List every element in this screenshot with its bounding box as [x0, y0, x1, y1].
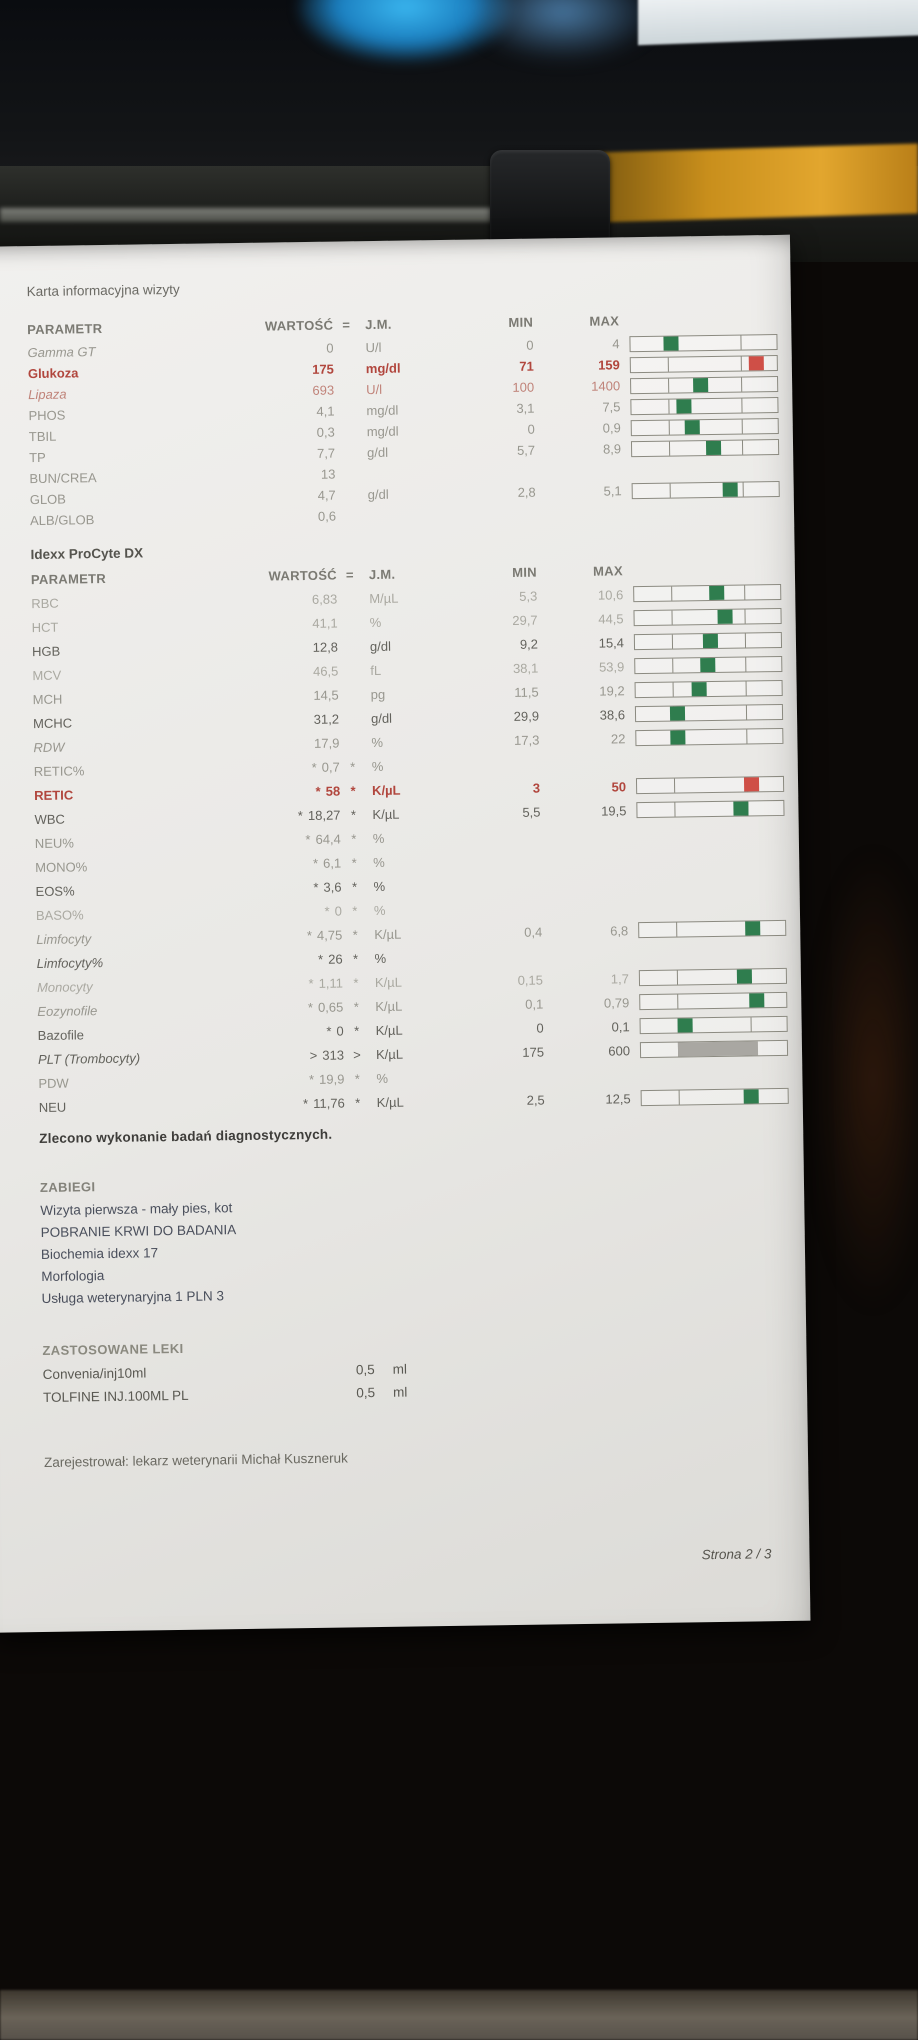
param-name: Eozynofile: [37, 1002, 98, 1019]
param-value: * 19,9: [308, 1071, 345, 1087]
range-bar: [639, 968, 787, 986]
range-bar: [634, 632, 782, 650]
range-bar: [630, 355, 778, 373]
unit-label: mg/dl: [366, 423, 399, 439]
flag-marker: *: [355, 1094, 361, 1110]
max-value: 12,5: [605, 1090, 631, 1107]
range-bar: [631, 461, 779, 477]
param-value: > 313: [309, 1047, 345, 1063]
param-name: MONO%: [35, 858, 88, 875]
max-value: 1,7: [610, 970, 630, 987]
flag-marker: *: [353, 998, 359, 1014]
zabiegi-item: Wizyta pierwsza - mały pies, kot: [40, 1200, 233, 1219]
param-name: TP: [29, 449, 46, 465]
min-value: 0: [527, 421, 535, 437]
range-bar: [633, 608, 781, 626]
param-value: 14,5: [313, 687, 339, 703]
header-min: MIN: [512, 564, 537, 580]
param-name: NEU: [38, 1099, 67, 1115]
zabiegi-item: Biochemia idexx 17: [40, 1245, 159, 1263]
param-name: Monocyty: [36, 978, 93, 995]
leki-list: [43, 1356, 784, 1413]
param-name: HGB: [31, 643, 61, 659]
param-name: Bazofile: [37, 1026, 85, 1043]
unit-label: K/µL: [372, 806, 400, 822]
param-value: 4,7: [317, 487, 336, 503]
param-value: * 3,6: [313, 879, 342, 895]
max-value: 600: [608, 1042, 631, 1059]
range-bar: [640, 1065, 788, 1081]
report-page: [0, 235, 810, 1633]
param-name: HCT: [31, 619, 59, 635]
min-value: 3: [532, 780, 541, 796]
unit-label: %: [376, 1070, 389, 1086]
leki-unit: ml: [392, 1384, 408, 1400]
unit-label: K/µL: [375, 1046, 404, 1062]
param-name: Limfocyty%: [36, 954, 104, 971]
range-bar: [632, 481, 780, 499]
max-value: [544, 763, 626, 764]
analyzer-section-title: Idexx ProCyte DX: [30, 545, 144, 563]
zabiegi-item: Usługa weterynaryjna 1 PLN 3: [41, 1288, 225, 1307]
report-content: [27, 273, 786, 1573]
range-bar: [638, 920, 786, 938]
range-bar: [633, 584, 781, 602]
min-value: 5,7: [516, 442, 536, 458]
min-value: 5,5: [522, 804, 541, 820]
min-value: [446, 908, 542, 909]
range-bar: [639, 992, 787, 1010]
min-value: 5,3: [519, 588, 538, 604]
zabiegi-list: [40, 1192, 782, 1313]
param-value: * 4,75: [306, 927, 343, 943]
unit-label: K/µL: [374, 974, 403, 990]
unit-label: pg: [370, 686, 386, 702]
unit-label: %: [372, 830, 385, 846]
unit-label: K/µL: [371, 782, 401, 798]
param-value: * 64,4: [305, 831, 341, 847]
param-name: PHOS: [28, 407, 66, 423]
header-parametr: PARAMETR: [30, 570, 107, 587]
param-name: MCV: [32, 667, 62, 683]
max-value: [546, 907, 628, 908]
header-jm: J.M.: [368, 566, 396, 582]
max-value: [540, 512, 622, 513]
max-value: 159: [598, 357, 620, 373]
min-value: 29,7: [512, 612, 538, 628]
param-value: 13: [320, 466, 336, 482]
param-name: EOS%: [35, 883, 75, 899]
laptop-screen: [0, 0, 918, 172]
range-bar: [630, 397, 778, 415]
unit-label: g/dl: [370, 710, 393, 726]
param-value: * 0,65: [307, 999, 344, 1015]
max-value: 0,9: [602, 420, 621, 436]
max-value: 19,5: [601, 802, 627, 819]
min-value: 38,1: [512, 660, 539, 676]
range-bar: [640, 1040, 788, 1058]
param-value: 12,8: [312, 639, 339, 655]
unit-label: g/dl: [367, 486, 389, 502]
min-value: [445, 836, 541, 837]
param-value: 7,7: [316, 445, 336, 461]
desk-edge: [0, 1990, 918, 2040]
param-name: NEU%: [34, 835, 74, 851]
param-name: TBIL: [28, 428, 57, 444]
unit-label: K/µL: [375, 998, 403, 1014]
range-bar: [636, 753, 784, 769]
min-value: [439, 471, 535, 472]
param-name: BASO%: [35, 906, 84, 923]
param-value: 46,5: [312, 663, 339, 679]
param-name: RETIC: [34, 787, 74, 803]
max-value: [547, 955, 629, 956]
param-value: 41,1: [312, 615, 338, 631]
min-value: [444, 764, 540, 765]
range-bar: [635, 680, 783, 698]
min-value: 0,15: [517, 972, 544, 988]
param-name: Lipaza: [28, 386, 67, 402]
unit-label: %: [371, 758, 384, 774]
min-value: [445, 860, 541, 861]
max-value: 19,2: [599, 682, 625, 699]
flag-marker: *: [352, 926, 358, 942]
unit-label: K/µL: [374, 926, 402, 942]
page-title: Karta informacyjna wizyty: [26, 281, 180, 300]
param-value: * 0,7: [311, 759, 340, 775]
min-value: 0,4: [524, 924, 543, 940]
header-parametr: PARAMETR: [27, 321, 103, 338]
min-value: 0: [526, 337, 534, 353]
header-bar-spacer: [627, 568, 781, 570]
header-wartosc: WARTOŚĆ: [268, 567, 338, 584]
range-bar: [638, 945, 786, 961]
param-value: * 58: [315, 783, 341, 799]
header-flag: =: [342, 317, 351, 333]
max-value: 4: [612, 336, 620, 352]
param-name: MCHC: [32, 715, 73, 731]
unit-label: %: [374, 950, 387, 966]
max-value: 15,4: [598, 634, 625, 651]
range-bar: [635, 704, 783, 722]
unit-label: %: [373, 854, 385, 870]
min-value: 0,1: [525, 996, 544, 1012]
header-wartosc: WARTOŚĆ: [264, 317, 334, 334]
flag-marker: *: [354, 1070, 361, 1086]
desk-warm-reflection: [818, 850, 918, 1310]
max-value: [539, 470, 621, 471]
leki-unit: ml: [392, 1361, 408, 1377]
unit-label: mg/dl: [366, 402, 399, 418]
unit-label: mg/dl: [365, 360, 401, 376]
min-value: 100: [512, 379, 535, 395]
min-value: 17,3: [513, 732, 540, 748]
max-value: 53,9: [598, 658, 625, 675]
flag-marker: *: [350, 806, 357, 822]
param-name: WBC: [34, 811, 65, 827]
range-bar: [634, 656, 782, 674]
flag-marker: *: [354, 1022, 360, 1038]
param-value: 31,2: [313, 711, 340, 727]
range-bar: [637, 825, 785, 841]
param-name: ALB/GLOB: [29, 512, 95, 528]
unit-label: %: [371, 734, 384, 750]
param-value: * 18,27: [297, 807, 341, 823]
unit-label: %: [373, 878, 386, 894]
flag-marker: *: [351, 830, 357, 846]
range-bar: [631, 418, 779, 436]
min-value: 2,8: [517, 484, 536, 500]
unit-label: U/l: [365, 339, 382, 355]
param-name: MCH: [32, 691, 63, 707]
header-bar-spacer: [623, 319, 777, 321]
param-value: 0,3: [316, 424, 335, 440]
range-bar: [630, 376, 778, 394]
param-value: * 6,1: [312, 855, 342, 871]
min-value: 0: [536, 1020, 544, 1036]
unit-label: K/µL: [376, 1094, 404, 1110]
max-value: 44,5: [598, 610, 624, 627]
param-name: GLOB: [29, 491, 66, 507]
range-bar: [637, 873, 785, 889]
max-value: 5,1: [603, 483, 622, 499]
unit-label: M/µL: [369, 590, 399, 606]
flag-marker: *: [351, 878, 358, 894]
unit-label: g/dl: [366, 444, 389, 460]
screen-blue-glow: [465, 0, 660, 62]
range-bar: [637, 849, 785, 865]
page-number: Strona 2 / 3: [701, 1546, 772, 1563]
max-value: 6,8: [610, 922, 629, 939]
leki-name: TOLFINE INJ.100ML PL: [42, 1387, 189, 1405]
header-jm: J.M.: [365, 317, 392, 333]
min-value: [448, 1076, 544, 1077]
zabiegi-item: POBRANIE KRWI DO BADANIA: [40, 1222, 237, 1241]
range-bar: [640, 1016, 788, 1034]
max-value: [545, 859, 627, 860]
min-value: 3,1: [516, 400, 535, 416]
unit-label: %: [373, 902, 386, 918]
max-value: 0,79: [603, 994, 630, 1011]
param-value: 0,6: [317, 508, 337, 524]
param-name: RBC: [31, 595, 59, 611]
param-name: Glukoza: [27, 365, 79, 381]
range-bar: [629, 334, 777, 352]
param-value: * 26: [317, 951, 343, 967]
min-value: 11,5: [514, 684, 539, 700]
flag-marker: *: [351, 854, 357, 870]
range-bar: [635, 728, 783, 746]
max-value: [545, 835, 627, 836]
param-name: PLT (Trombocyty): [37, 1050, 141, 1067]
max-value: [546, 883, 628, 884]
param-value: 693: [312, 382, 335, 398]
param-name: RETIC%: [33, 762, 85, 779]
chemistry-table: [27, 331, 770, 531]
registered-by: Zarejestrował: lekarz weterynarii Michał Kuszneruk: [43, 1450, 348, 1470]
bezel-edge-highlight: [0, 208, 545, 222]
param-name: RDW: [33, 739, 65, 755]
leki-dose: 0,5: [355, 1361, 375, 1378]
flag-marker: *: [350, 782, 356, 798]
range-bar: [632, 503, 780, 519]
max-value: 50: [611, 778, 627, 795]
max-value: 22: [610, 730, 626, 747]
max-value: [548, 1075, 630, 1076]
param-value: 6,83: [311, 591, 338, 607]
min-value: 71: [519, 358, 534, 374]
max-value: 0,1: [611, 1018, 630, 1035]
max-value: 10,6: [597, 586, 624, 603]
amber-desk-band: [596, 144, 918, 223]
leki-dose: 0,5: [356, 1384, 376, 1401]
range-bar: [636, 800, 784, 818]
param-name: Limfocyty: [36, 930, 92, 947]
zabiegi-item: Morfologia: [41, 1268, 105, 1285]
unit-label: [362, 515, 436, 516]
unit-label: [361, 473, 435, 474]
leki-title: ZASTOSOWANE LEKI: [42, 1341, 184, 1359]
param-value: * 11,76: [302, 1095, 345, 1111]
header-max: MAX: [589, 313, 620, 330]
unit-label: %: [369, 614, 382, 630]
min-value: 175: [522, 1044, 545, 1060]
min-value: 29,9: [513, 708, 540, 724]
param-name: PDW: [38, 1075, 69, 1091]
unit-label: K/µL: [375, 1022, 403, 1038]
param-value: 4,1: [316, 403, 335, 419]
param-value: 175: [312, 361, 334, 377]
flag-marker: *: [350, 758, 356, 774]
flag-marker: *: [352, 950, 359, 966]
range-bar: [631, 439, 779, 457]
max-value: 1400: [591, 378, 621, 394]
header-flag: =: [345, 566, 354, 582]
param-name: BUN/CREA: [29, 469, 97, 486]
header-max: MAX: [592, 562, 623, 579]
max-value: 8,9: [602, 441, 622, 457]
zabiegi-title: ZABIEGI: [39, 1178, 96, 1195]
min-value: [440, 513, 536, 514]
range-bar: [641, 1088, 789, 1106]
param-value: * 0: [326, 1023, 344, 1039]
param-value: 0: [326, 340, 334, 356]
unit-label: fL: [370, 662, 382, 678]
header-min: MIN: [508, 314, 534, 331]
min-value: [446, 884, 542, 885]
order-note: Zlecono wykonanie badań diagnostycznych.: [39, 1127, 333, 1147]
param-value: 17,9: [313, 735, 340, 751]
flag-marker: *: [352, 902, 358, 918]
flag-marker: *: [353, 974, 359, 990]
unit-label: g/dl: [369, 638, 392, 654]
unit-label: U/l: [366, 381, 383, 397]
min-value: 9,2: [519, 636, 539, 652]
min-value: [447, 956, 543, 957]
max-value: 7,5: [602, 399, 621, 415]
param-value: * 0: [324, 903, 343, 919]
leki-name: Convenia/inj10ml: [42, 1365, 147, 1382]
min-value: 2,5: [526, 1092, 545, 1108]
param-value: * 1,11: [308, 975, 344, 991]
flag-marker: >: [353, 1046, 361, 1062]
range-bar: [636, 776, 784, 794]
hematology-table: [31, 580, 779, 1119]
range-bar: [638, 897, 786, 913]
param-name: Gamma GT: [27, 343, 96, 360]
screen-white-reflection: [638, 0, 918, 45]
max-value: 38,6: [599, 706, 626, 723]
